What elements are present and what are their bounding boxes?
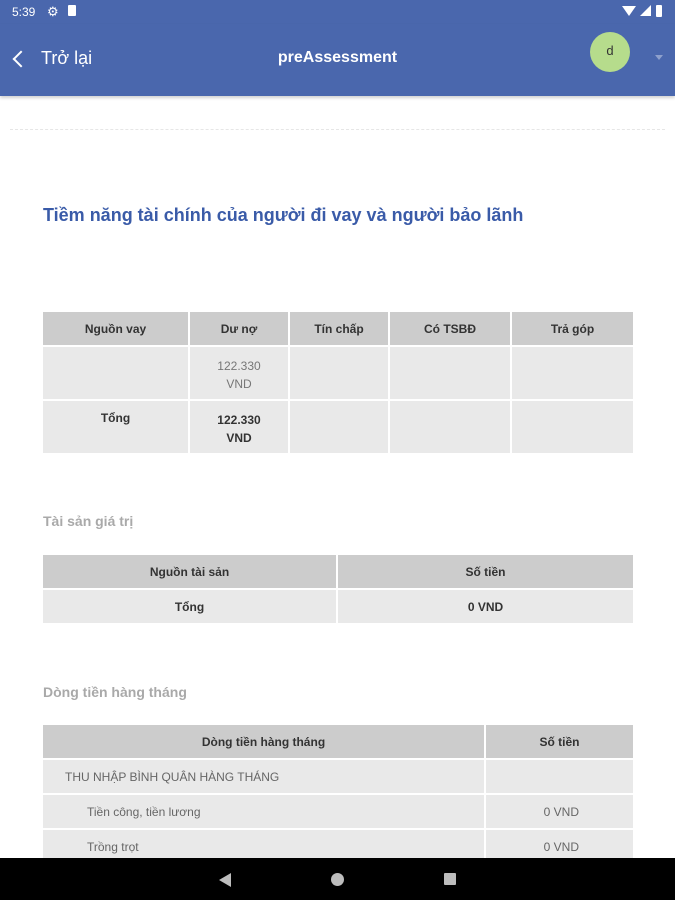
table-cell: Tổng: [43, 590, 336, 623]
table-cell: [390, 347, 510, 399]
assets-table: [41, 553, 635, 625]
column-header-loan-source: Nguồn vay: [43, 312, 188, 345]
table-header-row: [43, 312, 633, 345]
column-header-installment: Trả góp: [512, 312, 633, 345]
assets-heading: Tài sản giá trị: [43, 513, 134, 529]
table-cell: 122.330 VND: [190, 347, 288, 399]
chevron-left-icon: [13, 50, 30, 67]
table-row-total: [43, 590, 633, 623]
app-bar: [0, 24, 675, 96]
back-label: Trở lại: [41, 48, 93, 68]
section-heading: Tiềm năng tài chính của người đi vay và người bảo lãnh: [43, 205, 524, 225]
page-title: preAssessment: [277, 49, 398, 66]
column-header-secured: Có TSBĐ: [390, 312, 510, 345]
table-cell: [512, 401, 633, 453]
table-cell: 0 VND: [486, 795, 633, 828]
column-header-amount: Số tiền: [486, 725, 633, 758]
column-header-amount: Số tiền: [338, 555, 633, 588]
sd-card-icon: [68, 5, 76, 16]
divider: [10, 129, 665, 130]
column-header-asset-source: Nguồn tài sản: [43, 555, 336, 588]
cashflow-heading: Dòng tiền hàng tháng: [43, 684, 187, 700]
table-cell: Tiền công, tiền lương: [43, 795, 484, 828]
table-row: [43, 760, 633, 793]
table-cell: [390, 401, 510, 453]
column-header-outstanding: Dư nợ: [190, 312, 288, 345]
table-cell: [290, 347, 388, 399]
wifi-icon: [622, 6, 636, 16]
table-row: [43, 795, 633, 828]
table-row-total: [43, 401, 633, 453]
table-cell: THU NHẬP BÌNH QUÂN HÀNG THÁNG: [43, 760, 484, 793]
avatar[interactable]: d: [590, 32, 630, 72]
table-cell: 0 VND: [486, 830, 633, 863]
cashflow-table: [41, 723, 635, 865]
table-cell: Tổng: [43, 401, 188, 453]
battery-icon: [656, 5, 662, 17]
debt-table: [41, 310, 635, 455]
status-bar: [0, 0, 675, 24]
signal-icon: [640, 5, 651, 16]
table-cell: 0 VND: [338, 590, 633, 623]
table-header-row: [43, 555, 633, 588]
nav-back-icon[interactable]: [219, 873, 231, 887]
gear-icon: ⚙: [47, 4, 59, 19]
table-row: [43, 347, 633, 399]
chevron-down-icon[interactable]: [655, 55, 663, 60]
back-button[interactable]: [10, 48, 92, 69]
table-cell: [486, 760, 633, 793]
table-header-row: [43, 725, 633, 758]
table-cell: [512, 347, 633, 399]
column-header-unsecured: Tín chấp: [290, 312, 388, 345]
table-cell: [290, 401, 388, 453]
table-cell: 122.330 VND: [190, 401, 288, 453]
system-nav-bar: [0, 858, 675, 900]
table-cell: [43, 347, 188, 399]
nav-recent-icon[interactable]: [444, 873, 456, 885]
table-cell: Trồng trọt: [43, 830, 484, 863]
nav-home-icon[interactable]: [331, 873, 344, 886]
status-time: 5:39: [12, 5, 36, 19]
column-header-cashflow: Dòng tiền hàng tháng: [43, 725, 484, 758]
